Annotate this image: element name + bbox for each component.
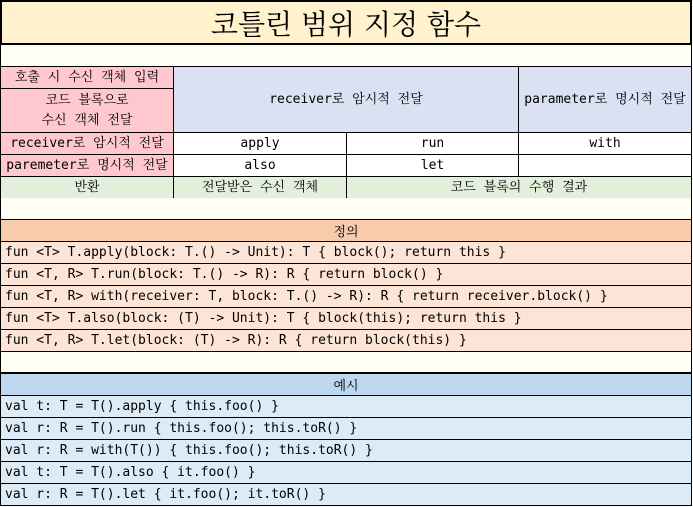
definition-with: fun <T, R> with(receiver: T, block: T.() -> R): R { return receiver.block() } [0,286,692,308]
col-receiver-implicit: receiver로 암시적 전달 [173,66,519,133]
definition-also: fun <T> T.also(block: (T) -> Unit): T { block(this); return this } [0,308,692,330]
definitions-header: 정의 [0,219,692,242]
col-parameter-explicit: parameter로 명시적 전달 [518,66,692,133]
blank-row [0,352,692,373]
definition-apply: fun <T> T.apply(block: T.() -> Unit): T { block(); return this } [0,242,692,264]
row-receiver-implicit: receiver로 암시적 전달 [0,132,174,155]
example-with: val r: R = with(T()) { this.foo(); this.toR() } [0,440,692,462]
cell-let: let [346,154,519,177]
cell-with: with [518,132,692,155]
row-parameter-explicit: paremeter로 명시적 전달 [0,154,174,177]
blank-row [0,45,692,67]
cell-also: also [173,154,347,177]
blank-row [0,198,692,220]
cell-apply: apply [173,132,347,155]
examples-header: 예시 [0,373,692,396]
definition-run: fun <T, R> T.run(block: T.() -> R): R { return block() } [0,264,692,286]
cell-empty [518,154,692,177]
example-let: val r: R = T().let { it.foo(); it.toR() } [0,484,692,506]
return-result: 코드 블록의 수행 결과 [346,176,692,199]
example-run: val r: R = T().run { this.foo(); this.toR() } [0,418,692,440]
row-header-top: 호출 시 수신 객체 입력 [0,66,174,89]
definition-let: fun <T, R> T.let(block: (T) -> R): R { return block(this) } [0,330,692,352]
row-header-code-block: 코드 블록으로 수신 객체 전달 [0,88,174,133]
return-receiver: 전달받은 수신 객체 [173,176,347,199]
page-title: 코틀린 범위 지정 함수 [0,0,692,45]
example-also: val t: T = T().also { it.foo() } [0,462,692,484]
cell-run: run [346,132,519,155]
return-label: 반환 [0,176,174,199]
example-apply: val t: T = T().apply { this.foo() } [0,396,692,418]
